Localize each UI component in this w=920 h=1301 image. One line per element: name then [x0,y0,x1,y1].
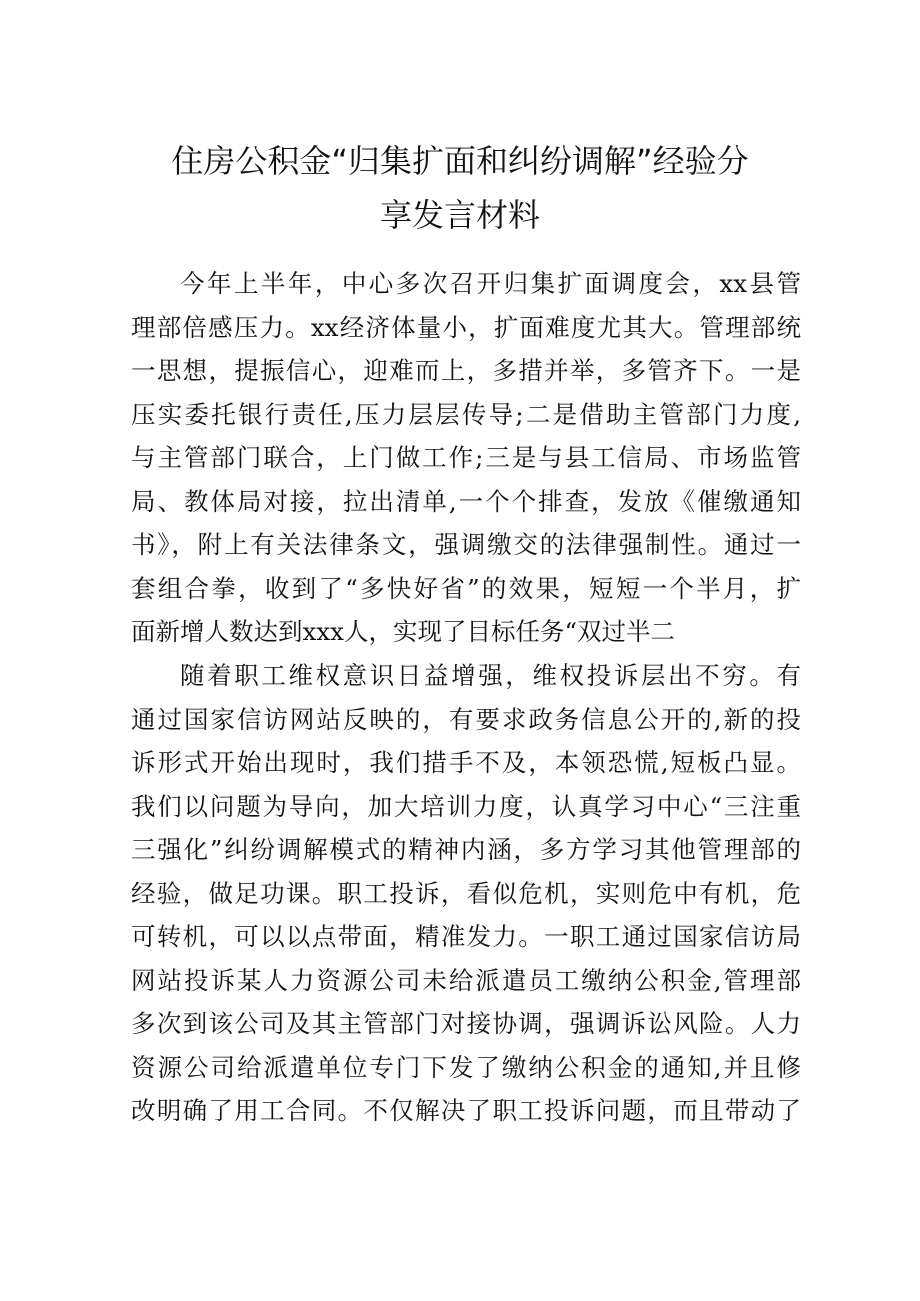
paragraph-1-line: 一思想，提振信心，迎难而上，多措并举，多管齐下。一是 [131,356,801,385]
paragraph-2-line: 诉形式开始出现时，我们措手不及，本领恐慌,短板凸显。 [131,748,801,777]
paragraph-2-line: 随着职工维权意识日益增强，维权投诉层出不穷。有 [180,661,801,690]
paragraph-1-line: 压实委托银行责任,压力层层传导;二是借助主管部门力度, [131,399,801,429]
paragraph-1-line: 与主管部门联合，上门做工作;三是与县工信局、市场监管 [131,443,801,472]
paragraph-1-line: 书》，附上有关法律条文，强调缴交的法律强制性。通过一 [131,530,801,559]
paragraph-1-line: 局、教体局对接，拉出清单,一个个排查，发放《催缴通知 [131,486,801,516]
paragraph-1-line: 套组合拳，收到了“多快好省”的效果，短短一个半月，扩 [131,573,801,603]
paragraph-1-line: 今年上半年，中心多次召开归集扩面调度会，xx县管 [180,269,801,298]
paragraph-2-line: 我们以问题为导向，加大培训力度，认真学习中心“三注重 [131,791,801,821]
paragraph-1 [131,262,801,656]
paragraph-2-line: 经验，做足功课。职工投诉，看似危机，实则危中有机，危 [131,878,801,908]
paragraph-2-line: 三强化”纠纷调解模式的精神内涵，多方学习其他管理部的 [131,835,801,864]
paragraph-2-line: 网站投诉某人力资源公司未给派遣员工缴纳公积金,管理部 [131,965,801,995]
paragraph-2-line: 资源公司给派遣单位专门下发了缴纳公积金的通知,并且修 [131,1052,801,1082]
paragraph-1-line: 面新增人数达到xxx人，实现了目标任务“双过半二 [131,617,675,646]
paragraph-1-line: 理部倍感压力。xx经济体量小，扩面难度尤其大。管理部统 [131,312,801,342]
paragraph-2-line: 可转机，可以以点带面，精准发力。一职工通过国家信访局 [131,922,801,951]
paragraph-2 [131,654,801,1134]
document-title-line-2: 享发言材料 [379,196,540,234]
paragraph-2-line: 多次到该公司及其主管部门对接协调，强调诉讼风险。人力 [131,1009,801,1038]
paragraph-2-line: 改明确了用工合同。不仅解决了职工投诉问题，而且带动了 [131,1096,801,1125]
paragraph-2-line: 通过国家信访网站反映的，有要求政务信息公开的,新的投 [131,704,801,734]
document-title-line-1: 住房公积金“归集扩面和纠纷调解”经验分 [171,142,749,180]
